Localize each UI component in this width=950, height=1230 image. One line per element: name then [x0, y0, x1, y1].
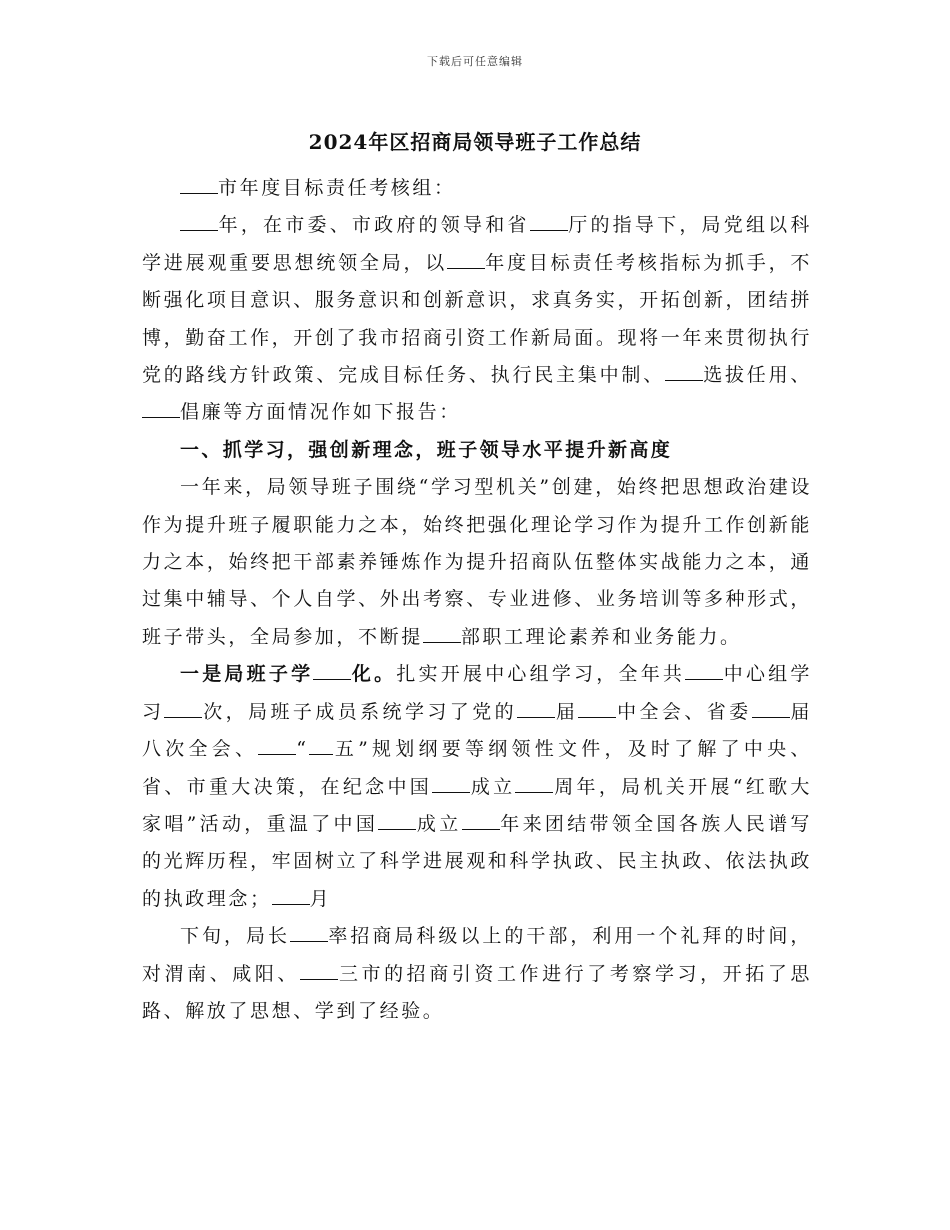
blank-field — [515, 773, 553, 792]
point-1-continuation: 下旬，局长 率招商局科级以上的干部，利用一个礼拜的时间，对渭南、咸阳、 三市的招商引资工作进行了考察学习，开拓了思路、解放了思想、学到了经验。 — [142, 918, 812, 1030]
header-note: 下载后可任意编辑 — [427, 55, 523, 68]
point-1-lead: 一是局班子学 化。 — [180, 663, 396, 685]
point-1-paragraph: 一是局班子学 化。扎实开展中心组学习，全年共 中心组学习 次，局班子成员系统学习了党的 届 中全会、省委 届八次全会、 “ 五”规划纲要等纲领性文件，及时了解了中央、省、市重大决策，在纪念中国 成立 周年，局机关开展“红歌大家唱”活动，重温了中国 成立 年来团结带领全国各族人民谱写的光辉历程，牢固树立了科学进展观和科学执政、民主执政、依法执政的执政理念； 月 — [142, 656, 812, 918]
blank-field — [180, 212, 218, 231]
blank-field — [300, 960, 338, 979]
blank-field — [752, 699, 790, 718]
blank-field — [423, 624, 461, 643]
section-heading-1: 一、抓学习，强创新理念，班子领导水平提升新高度 — [180, 438, 673, 461]
blank-field — [258, 736, 296, 755]
blank-field — [530, 212, 568, 231]
blank-field — [685, 661, 723, 680]
section-1-paragraph: 一年来，局领导班子围绕“学习型机关”创建，始终把思想政治建设作为提升班子履职能力之本，始终把强化理论学习作为提升工作创新能力之本，始终把干部素养锤炼作为提升招商队伍整体实战能力之本，通过集中辅导、个人自学、外出考察、专业进修、业务培训等多种形式，班子带头，全局参加，不断提 部职工理论素养和业务能力。 — [142, 476, 812, 648]
blank-field — [180, 175, 218, 194]
blank-field — [272, 886, 310, 905]
blank-field — [164, 699, 202, 718]
blank-field — [665, 362, 703, 381]
blank-field — [517, 699, 555, 718]
blank-field — [378, 811, 416, 830]
blank-field — [142, 399, 180, 418]
blank-field — [462, 811, 500, 830]
blank-field — [313, 661, 351, 680]
document-body — [142, 170, 812, 1030]
intro-paragraph: 年，在市委、市政府的领导和省 厅的指导下，局党组以科学进展观重要思想统领全局，以 年度目标责任考核指标为抓手，不断强化项目意识、服务意识和创新意识，求真务实，开拓创新，团结拼博，勤奋工作，开创了我市招商引资工作新局面。现将一年来贯彻执行党的路线方针政策、完成目标任务、执行民主集中制、 选拔任用、倡廉等方面情况作如下报告： — [142, 207, 812, 431]
blank-field — [432, 773, 470, 792]
blank-field — [290, 923, 328, 942]
salutation: 市年度目标责任考核组： — [142, 170, 812, 207]
blank-field — [447, 250, 485, 269]
blank-field — [578, 699, 616, 718]
blank-field — [309, 736, 334, 755]
document-title: 2024年区招商局领导班子工作总结 — [308, 130, 642, 154]
